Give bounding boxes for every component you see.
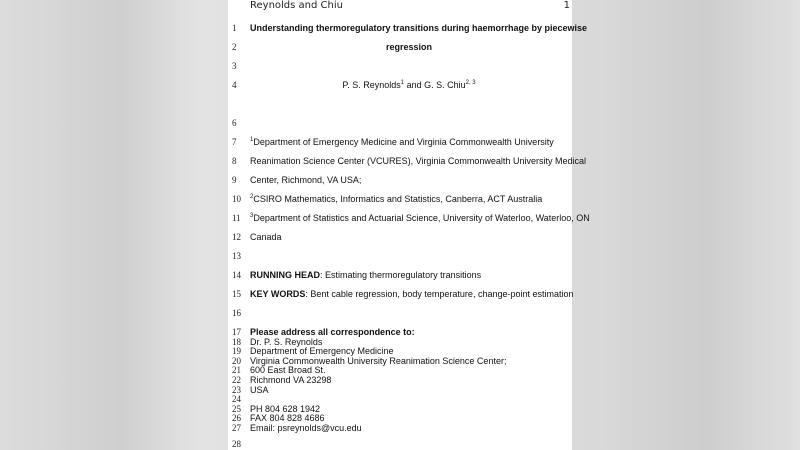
line-number: 14 (232, 270, 241, 280)
line-number: 25 (232, 404, 241, 414)
document-page (228, 0, 590, 450)
text-segment: Canada (250, 232, 282, 242)
line-number: 3 (232, 61, 237, 71)
line-number: 7 (232, 137, 237, 147)
text-line (250, 80, 568, 90)
superscript: 1 (250, 137, 254, 143)
line-number: 13 (232, 251, 241, 261)
line-number: 1 (232, 23, 237, 33)
line-number: 11 (232, 213, 241, 223)
running-header: Reynolds and Chiu (250, 0, 343, 11)
text-line (250, 194, 542, 204)
text-segment: RUNNING HEAD (250, 270, 321, 280)
text-segment: Dr. P. S. Reynolds (250, 337, 323, 347)
text-segment: : Bent cable regression, body temperature, change-point estimation (305, 289, 574, 299)
line-number: 28 (232, 439, 241, 449)
text-segment: Center, Richmond, VA USA; (250, 175, 362, 185)
superscript: 1 (400, 80, 405, 86)
text-line (250, 423, 362, 433)
text-segment: and G. S. Chiu (404, 80, 466, 90)
text-segment: CSIRO Mathematics, Informatics and Statistics, Canberra, ACT Australia (253, 194, 543, 204)
text-line (250, 213, 590, 223)
line-number: 10 (232, 194, 241, 204)
text-segment: USA (250, 385, 269, 395)
text-line (250, 385, 269, 395)
text-segment: Reanimation Science Center (VCURES), Virginia Commonwealth University Medical (250, 156, 586, 166)
text-line (250, 42, 568, 52)
line-number: 26 (232, 413, 241, 423)
text-segment: PH 804 628 1942 (250, 404, 321, 414)
line-number: 22 (232, 375, 241, 385)
text-line (250, 289, 574, 299)
text-segment: Department of Statistics and Actuarial Science, University of Waterloo, Waterloo, ON (253, 213, 590, 223)
text-segment: Department of Emergency Medicine (250, 346, 394, 356)
text-line (250, 175, 361, 185)
page-number: 1 (563, 0, 570, 11)
line-number: 27 (232, 423, 241, 433)
line-number: 2 (232, 42, 237, 52)
text-segment: FAX 804 828 4686 (250, 413, 325, 423)
text-segment: Understanding thermoregulatory transitions during haemorrhage by piecewise (250, 23, 588, 33)
text-line (250, 23, 588, 33)
text-segment: Please address all correspondence to: (250, 327, 415, 337)
text-line (250, 156, 586, 166)
text-line (250, 413, 325, 423)
text-segment: Department of Emergency Medicine and Virginia Commonwealth University (253, 137, 554, 147)
superscript: 3 (250, 213, 254, 219)
text-segment: regression (385, 42, 433, 52)
line-number: 6 (232, 118, 237, 128)
line-number: 24 (232, 394, 241, 404)
line-number: 23 (232, 385, 241, 395)
text-segment: Email: psreynolds@vcu.edu (250, 423, 362, 433)
text-line (250, 270, 481, 280)
line-number: 21 (232, 365, 241, 375)
line-number: 4 (232, 80, 237, 90)
text-segment: 600 East Broad St. (250, 365, 326, 375)
superscript: 2 (250, 194, 254, 200)
superscript: 2, 3 (465, 80, 476, 86)
line-number: 15 (232, 289, 241, 299)
line-number: 16 (232, 308, 241, 318)
text-line (250, 327, 415, 337)
text-segment: P. S. Reynolds (342, 80, 401, 90)
text-line (250, 232, 282, 242)
line-number: 19 (232, 346, 241, 356)
line-number: 8 (232, 156, 237, 166)
text-segment: KEY WORDS (250, 289, 306, 299)
text-line (250, 375, 331, 385)
line-number: 12 (232, 232, 241, 242)
line-number: 17 (232, 327, 241, 337)
text-line (250, 346, 394, 356)
line-number: 20 (232, 356, 241, 366)
text-segment: Virginia Commonwealth University Reanimation Science Center; (250, 356, 507, 366)
line-number: 9 (232, 175, 237, 185)
line-number: 18 (232, 337, 241, 347)
text-line (250, 365, 326, 375)
text-segment: Richmond VA 23298 (250, 375, 332, 385)
text-segment: : Estimating thermoregulatory transitions (320, 270, 482, 280)
text-line (250, 137, 554, 147)
